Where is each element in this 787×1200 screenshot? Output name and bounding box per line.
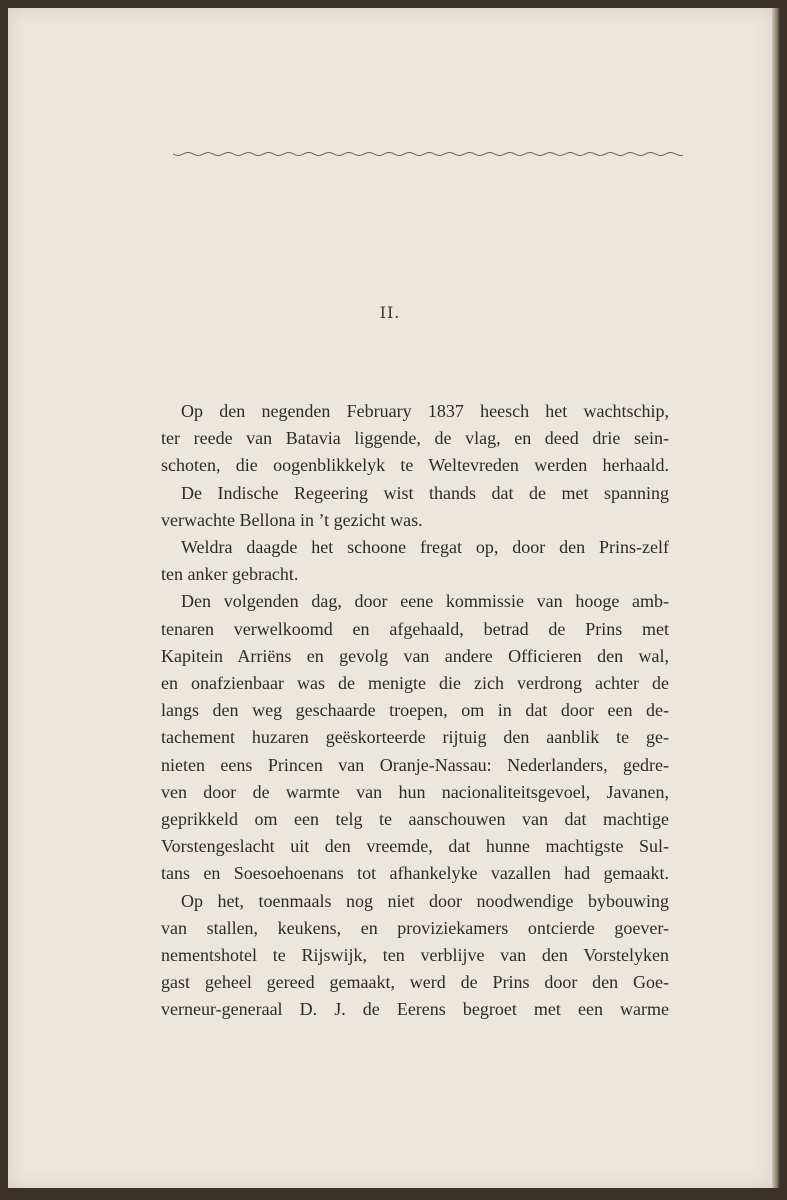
text-line: ter reede van Batavia liggende, de vlag, en deed drie sein-	[161, 428, 669, 449]
text-line: ven door de warmte van hun nacionaliteitsgevoel, Javanen,	[161, 781, 669, 802]
paragraph-1	[161, 398, 669, 480]
body-text	[161, 398, 669, 1024]
text-line: nieten eens Princen van Oranje-Nassau: Nederlanders, gedre-	[161, 754, 669, 775]
text-line: van stallen, keukens, en proviziekamers ontcierde goever-	[161, 917, 669, 938]
text-line: tachement huzaren geëskorteerde rijtuig den aanblik te ge-	[161, 727, 669, 748]
paragraph-2	[161, 480, 669, 534]
text-line: Op den negenden February 1837 heesch het wachtschip,	[181, 401, 669, 421]
book-page	[8, 8, 772, 1188]
text-line: tans en Soesoehoenans tot afhankelyke vazallen had gemaakt.	[161, 863, 669, 884]
text-line: De Indische Regeering wist thands dat de met spanning	[181, 482, 669, 503]
text-line: nementshotel te Rijswijk, ten verblijve van den Vorstelyken	[161, 945, 669, 966]
paragraph-4	[161, 588, 669, 887]
wavy-divider-ornament	[173, 148, 683, 160]
paragraph-3	[161, 534, 669, 588]
text-line: ten anker gebracht.	[161, 564, 299, 585]
text-line: en onafzienbaar was de menigte die zich verdrong achter de	[161, 673, 669, 694]
text-line: Op het, toenmaals nog niet door noodwendige bybouwing	[181, 890, 669, 911]
text-line: Weldra daagde het schoone fregat op, door den Prins-zelf	[181, 537, 669, 558]
text-line: gast geheel gereed gemaakt, werd de Prins door den Goe-	[161, 972, 669, 993]
page-edge	[772, 8, 780, 1188]
text-line: tenaren verwelkoomd en afgehaald, betrad de Prins met	[161, 618, 669, 639]
paragraph-5	[161, 888, 669, 1024]
text-line: verwachte Bellona in ’t gezicht was.	[161, 509, 423, 530]
text-line: Kapitein Arriëns en gevolg van andere Officieren den wal,	[161, 645, 669, 666]
text-line: Den volgenden dag, door eene kommissie van hooge amb-	[181, 591, 669, 612]
text-line: geprikkeld om een telg te aanschouwen van dat machtige	[161, 809, 669, 830]
text-line: schoten, die oogenblikkelyk te Weltevreden werden herhaald.	[161, 455, 669, 476]
text-line: verneur-generaal D. J. de Eerens begroet met een warme	[161, 999, 669, 1020]
text-line: Vorstengeslacht uit den vreemde, dat hunne machtigste Sul-	[161, 836, 669, 857]
text-line: langs den weg geschaarde troepen, om in dat door een de-	[161, 700, 669, 721]
chapter-number: II.	[379, 303, 401, 322]
